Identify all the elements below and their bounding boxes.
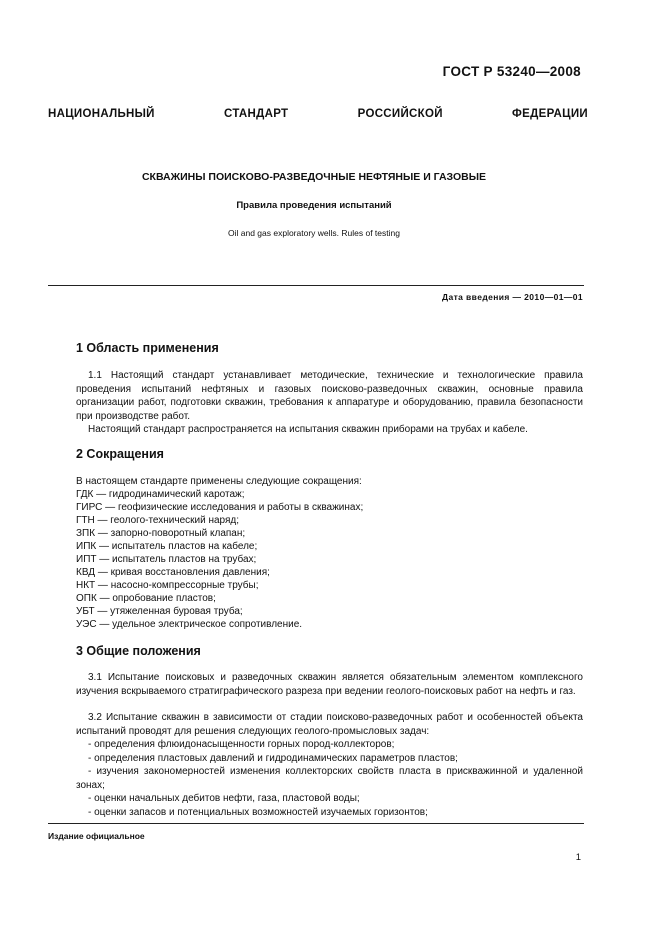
abbreviation-item: КВД — кривая восстановления давления; [76, 567, 270, 578]
document-title: СКВАЖИНЫ ПОИСКОВО-РАЗВЕДОЧНЫЕ НЕФТЯНЫЕ И ГАЗОВЫЕ [141, 171, 487, 183]
section-1-heading: 1 Область применения [76, 341, 219, 355]
task-item: - оценки запасов и потенциальных возможностей изучаемых горизонтов; [88, 806, 428, 818]
abbreviation-item: ОПК — опробование пластов; [76, 593, 216, 604]
abbreviation-item: ГИРС — геофизические исследования и работы в скважинах; [76, 502, 364, 513]
section-1-paragraph-1: 1.1 Настоящий стандарт устанавливает методические, технические и технологические правила проведения испытаний нефтяных и газовых поисково-разведочных скважин, основные правила организации работ, подготовки скважин, требования к аппаратуре и оборудованию, правила безопасности при производстве работ. [76, 370, 583, 422]
task-item: - определения флюидонасыщенности горных пород-коллекторов; [88, 739, 395, 750]
task-item: - определения пластовых давлений и гидродинамических параметров пластов; [88, 752, 458, 764]
abbreviation-item: ИПК — испытатель пластов на кабеле; [76, 541, 258, 552]
abbreviation-item: НКТ — насосно-компрессорные трубы; [76, 580, 259, 591]
banner-word: ФЕДЕРАЦИИ [512, 108, 588, 120]
abbreviation-item: ИПТ — испытатель пластов на трубах; [76, 554, 257, 565]
page-number: 1 [575, 852, 581, 863]
bottom-divider [48, 823, 584, 824]
english-title: Oil and gas exploratory wells. Rules of testing [228, 228, 400, 238]
standard-number: ГОСТ Р 53240—2008 [442, 64, 581, 79]
task-item: - изучения закономерностей изменения коллекторских свойств пласта в прискважинной и удаленной зонах; [76, 766, 583, 791]
section-1-paragraph-2: Настоящий стандарт распространяется на испытания скважин приборами на трубах и кабеле. [88, 424, 528, 435]
section-3-paragraph-1: 3.1 Испытание поисковых и разведочных скважин является обязательным элементом комплексного изучения вскрываемого стратиграфического разреза при ведении геолого-поисковых работ на нефть и газ. [76, 672, 583, 697]
banner-word: РОССИЙСКОЙ [357, 108, 443, 120]
top-divider [48, 285, 584, 286]
abbreviation-item: ГДК — гидродинамический каротаж; [76, 489, 245, 500]
section-3-heading: 3 Общие положения [76, 644, 201, 658]
document-subtitle: Правила проведения испытаний [236, 200, 392, 211]
official-edition-label: Издание официальное [48, 831, 145, 841]
abbreviations-list [76, 488, 583, 631]
banner-word: НАЦИОНАЛЬНЫЙ [48, 108, 155, 120]
abbreviation-item: ЗПК — запорно-поворотный клапан; [76, 528, 246, 539]
national-standard-banner [48, 108, 588, 120]
tasks-list [76, 738, 583, 820]
abbreviation-item: ГТН — геолого-технический наряд; [76, 515, 240, 526]
section-2-heading: 2 Сокращения [76, 447, 164, 461]
task-item: - оценки начальных дебитов нефти, газа, пластовой воды; [88, 793, 360, 805]
banner-word: СТАНДАРТ [224, 108, 289, 120]
section-3-paragraph-2: 3.2 Испытание скважин в зависимости от стадии поисково-разведочных работ и особенностей объекта испытаний проводят для решения следующих геолого-промысловых задач: [76, 712, 583, 737]
abbreviation-item: УЭС — удельное электрическое сопротивление. [76, 619, 303, 630]
abbreviations-intro: В настоящем стандарте применены следующие сокращения: [76, 476, 362, 487]
abbreviation-item: УБТ — утяжеленная буровая труба; [76, 606, 243, 617]
introduction-date: Дата введения — 2010—01—01 [442, 292, 583, 302]
